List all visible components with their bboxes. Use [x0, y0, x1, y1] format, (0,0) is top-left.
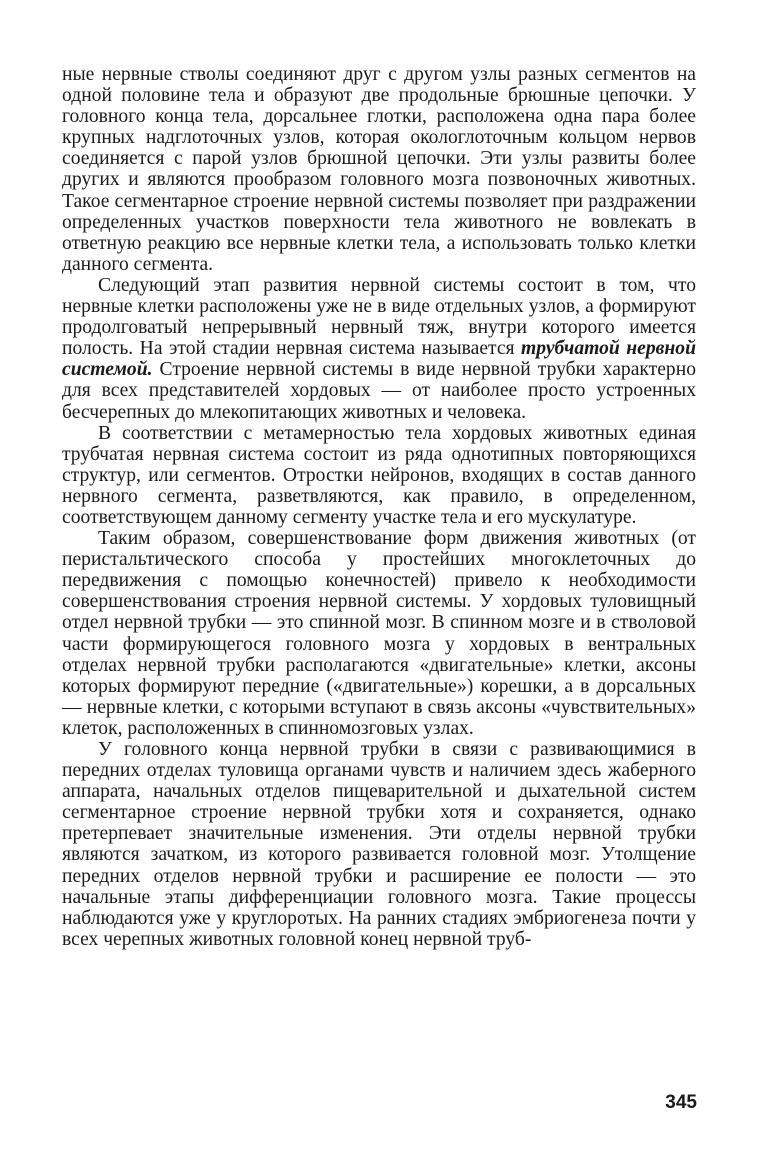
- paragraph-2-emphasis: трубчатой нервной системой.: [62, 338, 696, 381]
- paragraph-1: ные нервные стволы соединяют друг с другом узлы разных сегментов на одной половине тела и образуют две продольные брюшные цепочки. У головного конца тела, дорсальнее глотки, расположена одна пара более крупных надглоточных узлов, которая окологлоточным кольцом нервов соединяется с парой узлов брюшной цепочки. Эти узлы развиты более других и являются прообразом головного мозга позвоночных животных. Такое сегментарное строение нервной системы позволяет при раздражении определенных участков поверхности тела животного не вовлекать в ответную реакцию все нервные клетки тела, а использовать только клетки данного сегмента.: [62, 64, 696, 275]
- paragraph-2: [62, 275, 696, 423]
- paragraph-4: Таким образом, совершенствование форм движения животных (от перистальтического способа у простейших многоклеточных до передвижения с помощью конечностей) привело к необходимости совершенствования строения нервной системы. У хордовых туловищный отдел нервной трубки — это спинной мозг. В спинном мозге и в стволовой части формирующегося головного мозга у хордовых в вентральных отделах нервной трубки располагаются «двигательные» клетки, аксоны которых формируют передние («двигательные») корешки, а в дорсальных — нервные клетки, с которыми вступают в связь аксоны «чувствительных» клеток, расположенных в спинномозговых узлах.: [62, 528, 696, 739]
- paragraph-2-text-after: Строение нервной системы в виде нервной трубки характерно для всех представителей хордовых — от наиболее просто устроенных бесчерепных до млекопитающих животных и человека.: [62, 359, 696, 423]
- page-number: 345: [665, 1092, 697, 1113]
- paragraph-2-text-before: Следующий этап развития нервной системы состоит в том, что нервные клетки расположены уже не в виде отдельных узлов, а формируют продолговатый непрерывный нервный тяж, внутри которого имеется полость. На этой стадии нервная система называется: [62, 274, 696, 360]
- paragraph-3: В соответствии с метамерностью тела хордовых животных единая трубчатая нервная система состоит из ряда однотипных повторяющихся структур, или сегментов. Отростки нейронов, входящих в состав данного нервного сегмента, разветвляются, как правило, в определенном, соответствующем данному сегменту участке тела и его мускулатуре.: [62, 422, 696, 528]
- page-body: [62, 64, 696, 950]
- paragraph-5: У головного конца нервной трубки в связи с развивающимися в передних отделах туловища органами чувств и наличием здесь жаберного аппарата, начальных отделов пищеварительной и дыхательной систем сегментарное строение нервной трубки хотя и сохраняется, однако претерпевает значительные изменения. Эти отделы нервной трубки являются зачатком, из которого развивается головной мозг. Утолщение передних отделов нервной трубки и расширение ее полости — это начальные этапы дифференциации головного мозга. Такие процессы наблюдаются уже у круглоротых. На ранних стадиях эмбриогенеза почти у всех черепных животных головной конец нервной труб-: [62, 739, 696, 950]
